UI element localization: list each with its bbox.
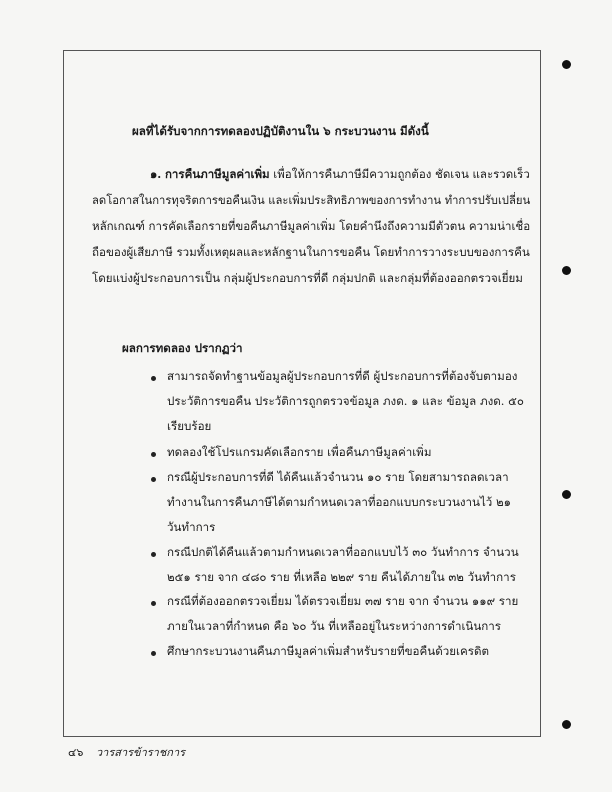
- section-1-line: เพื่อให้การคืนภาษีมีความถูกต้อง ชัดเจน และรวดเร็ว: [273, 167, 530, 181]
- results-bullet-line: กรณีผู้ประกอบการที่ดี ได้คืนแล้วจำนวน ๑๐ ราย โดยสามารถลดเวลา: [167, 470, 509, 484]
- journal-name: วารสารข้าราชการ: [96, 746, 186, 759]
- results-bullet-line: วันทำการ: [167, 520, 216, 534]
- punch-hole-1: [562, 60, 571, 69]
- section-1-line: ลดโอกาสในการทุจริตการขอคืนเงิน และเพิ่มประสิทธิภาพของการทำงาน ทำการปรับเปลี่ยน: [92, 193, 531, 207]
- results-bullet-line: ๒๕๑ ราย จาก ๔๘๐ ราย ที่เหลือ ๒๒๙ ราย คืนได้ภายใน ๓๒ วันทำการ: [167, 570, 516, 584]
- results-bullet-line: เรียบร้อย: [167, 419, 212, 433]
- punch-hole-2: [562, 266, 571, 275]
- results-bullet-line: ประวัติการขอคืน ประวัติการถูกตรวจข้อมูล ภงด. ๑ และ ข้อมูล ภงด. ๕๐: [167, 394, 525, 408]
- section-1-line: ถือของผู้เสียภาษี รวมทั้งเหตุผลและหลักฐานในการขอคืน โดยทำการวางระบบของการคืน: [92, 245, 530, 259]
- bullet-marker: [151, 452, 156, 457]
- bullet-marker: [151, 552, 156, 557]
- section-1-title: การคืนภาษีมูลค่าเพิ่ม: [164, 167, 270, 181]
- punch-hole-3: [562, 490, 571, 499]
- results-bullet-line: ทำงานในการคืนภาษีได้ตามกำหนดเวลาที่ออกแบบกระบวนงานไว้ ๒๑: [167, 495, 511, 509]
- section-1-first-line: [150, 167, 530, 181]
- results-title: ผลการทดลอง ปรากฏว่า: [122, 341, 243, 355]
- bullet-marker: [151, 601, 156, 606]
- section-1-line: หลักเกณฑ์ การคัดเลือกรายที่ขอคืนภาษีมูลค่าเพิ่ม โดยคำนึงถึงความมีตัวตน ความน่าเชื่อ: [92, 219, 531, 233]
- results-bullet-line: ภายในเวลาที่กำหนด คือ ๖๐ วัน ที่เหลืออยู่ในระหว่างการดำเนินการ: [167, 619, 502, 633]
- results-bullet-line: กรณีปกติได้คืนแล้วตามกำหนดเวลาที่ออกแบบไว้ ๓๐ วันทำการ จำนวน: [167, 545, 519, 559]
- results-bullet-line: กรณีที่ต้องออกตรวจเยี่ยม ได้ตรวจเยี่ยม ๓๗ ราย จาก จำนวน ๑๑๙ ราย: [167, 594, 519, 608]
- bullet-marker: [151, 651, 156, 656]
- section-1-number: ๑.: [150, 167, 162, 181]
- page-heading: ผลที่ได้รับจากการทดลองปฏิบัติงานใน ๖ กระบวนงาน มีดังนี้: [132, 124, 429, 138]
- results-bullet-line: ศึกษากระบวนงานคืนภาษีมูลค่าเพิ่มสำหรับรายที่ขอคืนด้วยเครดิต: [167, 644, 490, 658]
- results-bullet-line: สามารถจัดทำฐานข้อมูลผู้ประกอบการที่ดี ผู้ประกอบการที่ต้องจับตามอง: [167, 369, 518, 383]
- results-bullet-line: ทดลองใช้โปรแกรมคัดเลือกราย เพื่อคืนภาษีมูลค่าเพิ่ม: [167, 445, 432, 459]
- punch-hole-4: [562, 720, 571, 729]
- bullet-marker: [151, 477, 156, 482]
- page-number: ๔๖: [68, 746, 84, 759]
- bullet-marker: [151, 376, 156, 381]
- section-1-line: โดยแบ่งผู้ประกอบการเป็น กลุ่มผู้ประกอบการที่ดี กลุ่มปกติ และกลุ่มที่ต้องออกตรวจเยี่ยม: [92, 271, 523, 285]
